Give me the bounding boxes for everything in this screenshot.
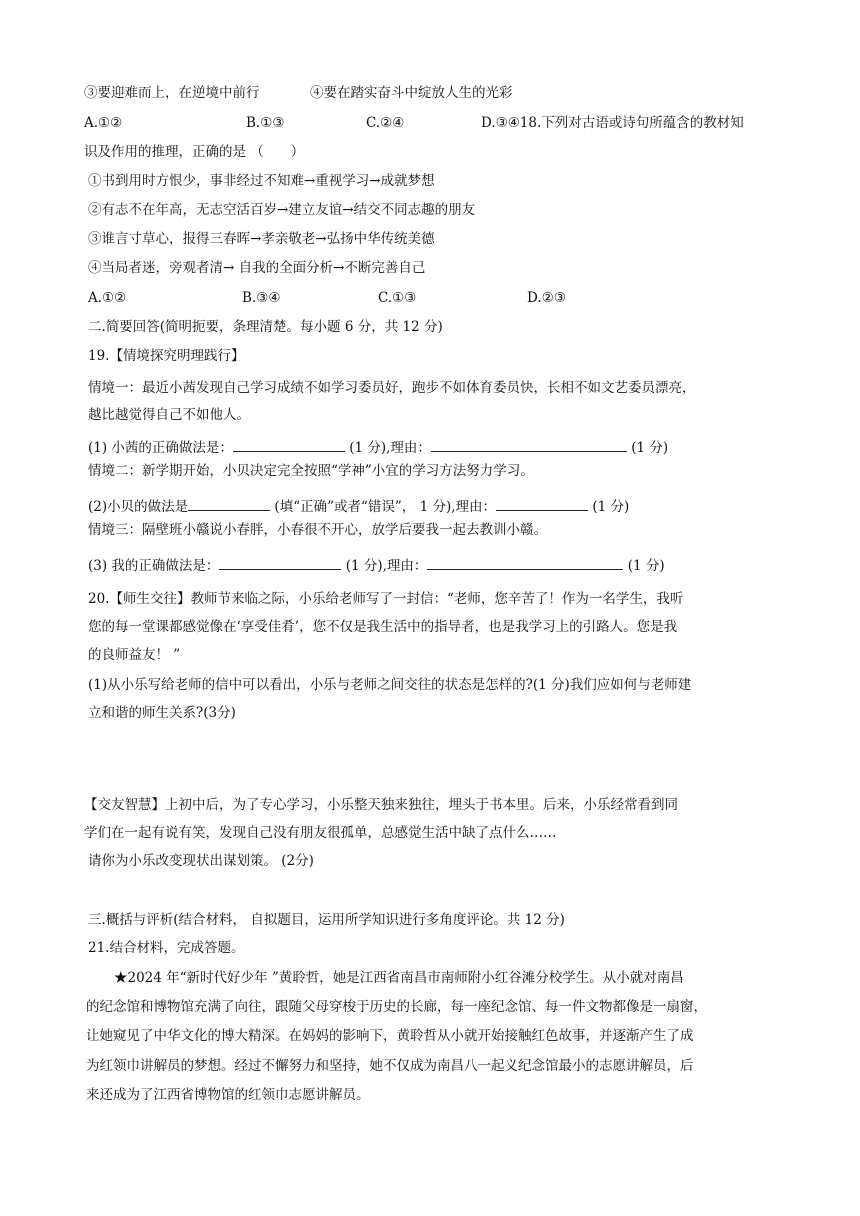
q19-part-1 <box>88 437 668 458</box>
q20-material-line-2: 您的每一堂课都感觉像在‘享受佳肴’，您不仅是我生活中的指导者，也是我学习上的引路人。您是我 <box>88 619 678 635</box>
q17-option-b: B.①③ <box>246 115 285 131</box>
section-3-heading: 三.概括与评析(结合材料， 自拟题目，运用所学知识进行多角度评论。共 12 分) <box>88 912 565 928</box>
q17-option-a: A.①② <box>84 115 123 131</box>
answer-blank[interactable] <box>188 496 270 511</box>
answer-blank[interactable] <box>427 555 623 570</box>
q19-part-2 <box>88 496 629 517</box>
q17-statement-4: ④要在踏实奋斗中绽放人生的光彩 <box>310 85 513 101</box>
q19-title: 19.【情境探究明理践行】 <box>88 348 245 364</box>
q21-material-line-5: 来还成为了江西省博物馆的红领巾志愿讲解员。 <box>86 1087 370 1103</box>
q18-statement-3: ③谁言寸草心，报得三春晖→孝亲敬老→弘扬中华传统美德 <box>88 231 435 247</box>
section-2-heading: 二.简要回答(简明扼要，条理清楚。每小题 6 分，共 12 分) <box>88 319 443 335</box>
q19-situation-1-line-2: 越比越觉得自己不如他人。 <box>88 407 250 423</box>
q19-part-1-prompt: (1) 小茜的正确做法是： <box>88 440 233 456</box>
q19-part-3-prompt: (3) 我的正确做法是： <box>88 558 220 574</box>
q19-part-3 <box>88 555 665 576</box>
q18-statement-1: ①书到用时方恨少，事非经过不知难→重视学习→成就梦想 <box>88 173 435 189</box>
q17-option-d-and-q18-stem: D.③④18.下列对古语或诗句所蕴含的教材知 <box>481 115 744 131</box>
q21-material-line-4: 为红领巾讲解员的梦想。经过不懈努力和坚持，她不仅成为南昌八一起义纪念馆最小的志愿讲解员，后 <box>86 1058 694 1074</box>
answer-blank[interactable] <box>431 437 627 452</box>
q19-situation-2: 情境二：新学期开始，小贝决定完全按照“学神”小宜的学习方法努力学习。 <box>88 463 534 479</box>
q19-part-2-prompt: (2)小贝的做法是 <box>88 499 189 515</box>
q19-part-1-score: (1 分) <box>631 440 669 456</box>
q19-part-3-score: (1 分) <box>627 558 665 574</box>
q18-option-d: D.②③ <box>527 290 566 306</box>
q20-material-line-3: 的良师益友！ ” <box>88 647 181 663</box>
friend-material-line-1: 【交友智慧】上初中后，为了专心学习，小乐整天独来独往，埋头于书本里。后来，小乐经常看到同 <box>84 797 678 813</box>
q21-material-line-2: 的纪念馆和博物馆充满了向往，跟随父母穿梭于历史的长廊，每一座纪念馆、每一件文物都像是一扇窗， <box>86 999 707 1015</box>
q18-statement-4: ④当局者迷，旁观者清→ 自我的全面分析→不断完善自己 <box>88 260 426 276</box>
q19-part-2-score: (1 分) <box>592 499 630 515</box>
q19-situation-3: 情境三：隔壁班小赣说小春胖，小春很不开心，放学后要我一起去教训小赣。 <box>88 522 547 538</box>
q19-part-2-reason-label: (填“正确”或者“错误”， 1 分),理由： <box>274 499 497 515</box>
q21-material-line-3: 让她窥见了中华文化的博大精深。在妈妈的影响下，黄聆哲从小就开始接触红色故事，并逐渐产生了成 <box>86 1028 694 1044</box>
q18-option-b: B.③④ <box>242 290 281 306</box>
answer-blank[interactable] <box>233 437 345 452</box>
q17-statement-3: ③要迎难而上，在逆境中前行 <box>84 85 260 101</box>
q20-material-line-1: 20.【师生交往】教师节来临之际，小乐给老师写了一封信：“老师，您辛苦了！作为一名学生，我听 <box>88 591 684 607</box>
q17-option-c: C.②④ <box>366 115 405 131</box>
friend-material-line-2: 学们在一起有说有笑，发现自己没有朋友很孤单，总感觉生活中缺了点什么…… <box>84 825 557 841</box>
q21-title: 21.结合材料，完成答题。 <box>88 940 245 956</box>
q18-stem-continued: 识及作用的推理，正确的是 （ ） <box>84 144 305 160</box>
friend-question: 请你为小乐改变现状出谋划策。 (2分) <box>88 853 314 869</box>
answer-blank[interactable] <box>219 555 341 570</box>
q18-option-a: A.①② <box>88 290 127 306</box>
q19-part-1-reason-label: (1 分),理由： <box>349 440 431 456</box>
q18-option-c: C.①③ <box>378 290 417 306</box>
q21-material-line-1: ★2024 年“新时代好少年 ”黄聆哲，她是江西省南昌市南师附小红谷滩分校学生。从小就对南昌 <box>114 970 684 986</box>
answer-blank[interactable] <box>496 496 588 511</box>
q19-part-3-reason-label: (1 分),理由： <box>345 558 428 574</box>
q20-question-1-line-2: 立和谐的师生关系?(3分) <box>88 705 236 721</box>
q19-situation-1-line-1: 情境一：最近小茜发现自己学习成绩不如学习委员好，跑步不如体育委员快，长相不如文艺委员漂亮， <box>88 380 696 396</box>
q20-question-1-line-1: (1)从小乐写给老师的信中可以看出，小乐与老师之间交往的状态是怎样的?(1 分)我们应如何与老师建 <box>88 677 692 693</box>
q18-statement-2: ②有志不在年高，无志空活百岁→建立友谊→结交不同志趣的朋友 <box>88 202 476 218</box>
